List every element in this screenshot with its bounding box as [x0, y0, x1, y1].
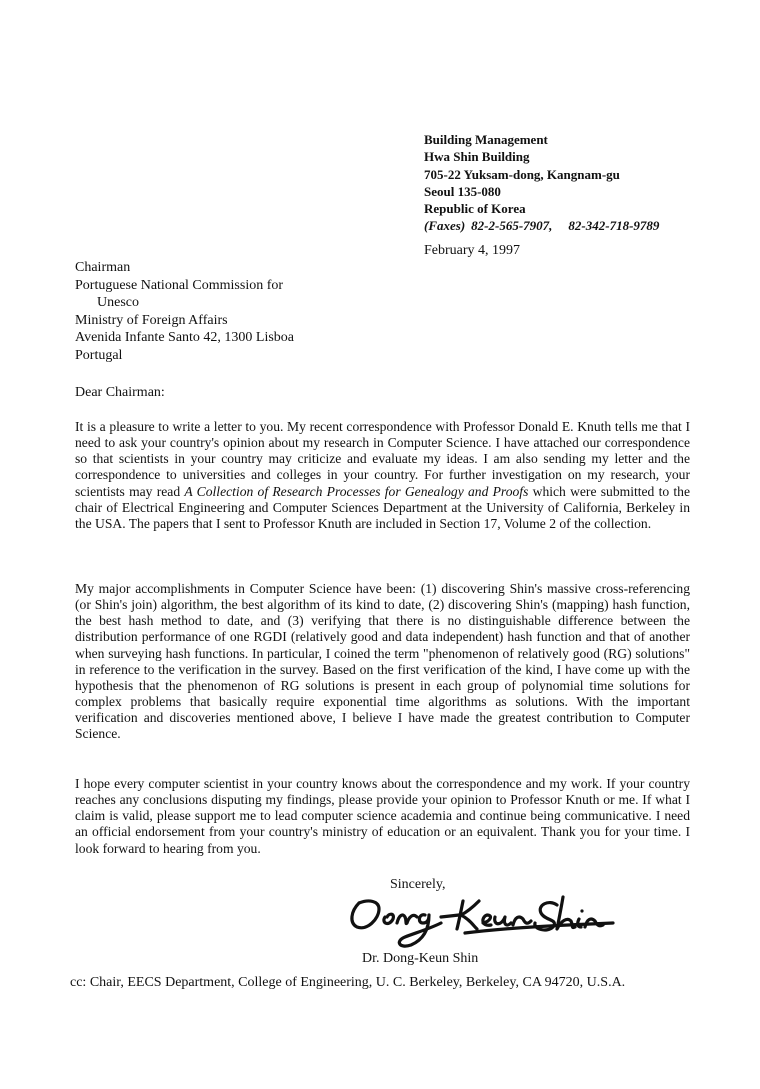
book-title: A Collection of Research Processes for Genealogy and Proofs: [184, 483, 529, 499]
fax-number-1: 82-2-565-7907,: [471, 218, 553, 234]
body-paragraph-2: My major accomplishments in Computer Science have been: (1) discovering Shin's massive cross-referencing (or Shin's join) algorithm, the best algorithm of its kind to date, (2) discovering Shin's (mapping) hash function, the best hash method to date, and (3) verifying that there is no distinguishable difference between the distribution performance of one RGDI (relatively good and data independent) hash function and that of another when surveying hash functions. In particular, I coined the term "phenomenon of relatively good (RG) solutions" in reference to the verification in the survey. Based on the first verification of the kind, I have come up with the hypothesis that the phenomenon of RG solutions is present in each group of polynomial time solutions for complex problems that basically require exponential time algorithms as solutions. With the important verification and discoveries mentioned above, I believe I have made the greatest contribution to Computer Science.: [75, 581, 690, 742]
recipient-line: Portugal: [75, 347, 123, 363]
recipient-line: Portuguese National Commission for: [75, 277, 284, 293]
paragraph-text: It is a pleasure to write a letter to you. My recent correspondence with Professor Donald E. Knuth tells me that I need to ask your country's opinion about my research in Computer Science. I have attached our correspondence so that scientists in your country may criticize and evaluate my ideas. I am also sending my letter and the correspondence to universities and colleges in your country. For further investigation on my research, your scientists may read: [75, 419, 690, 499]
recipient-line: Ministry of Foreign Affairs: [75, 312, 228, 328]
sender-address-block: [424, 131, 659, 235]
sender-fax-line: [424, 217, 659, 234]
salutation: Dear Chairman:: [75, 385, 165, 400]
cc-line: cc: Chair, EECS Department, College of Engineering, U. C. Berkeley, Berkeley, CA 94720, U.S.A.: [70, 975, 626, 990]
handwritten-signature: [345, 893, 620, 953]
sender-line: Building Management: [424, 132, 548, 147]
body-paragraph-1: [75, 419, 690, 532]
sender-line: Republic of Korea: [424, 201, 526, 217]
recipient-line: Avenida Infante Santo 42, 1300 Lisboa: [75, 330, 295, 346]
fax-number-2: 82-342-718-9789: [568, 218, 660, 234]
signer-name: Dr. Dong-Keun Shin: [362, 951, 479, 966]
sender-line: Seoul 135-080: [424, 183, 501, 199]
body-paragraph-3: I hope every computer scientist in your country knows about the correspondence and my work. If your country reaches any conclusions disputing my findings, please provide your opinion to Professor Knuth or me. If what I claim is valid, please support me to lead computer science academia and continue being communicative. I need an official endorsement from your country's ministry of education or an equivalent. Thank you for your time. I look forward to hearing from you.: [75, 776, 690, 856]
recipient-address-block: [75, 259, 294, 365]
recipient-line: Chairman: [75, 260, 131, 275]
sender-line: Hwa Shin Building: [424, 149, 530, 165]
recipient-line: Unesco: [97, 295, 139, 311]
letter-date: February 4, 1997: [424, 243, 521, 258]
paragraph-text: which were submitted to the chair of Electrical Engineering and Computer Sciences Department at the University of California, Berkeley in the USA. The papers that I sent to Professor Knuth are included in Section 17, Volume 2 of the collection.: [75, 483, 691, 531]
sender-line: 705-22 Yuksam-dong, Kangnam-gu: [424, 166, 620, 182]
fax-label: (Faxes): [424, 218, 466, 234]
closing: Sincerely,: [390, 877, 446, 892]
